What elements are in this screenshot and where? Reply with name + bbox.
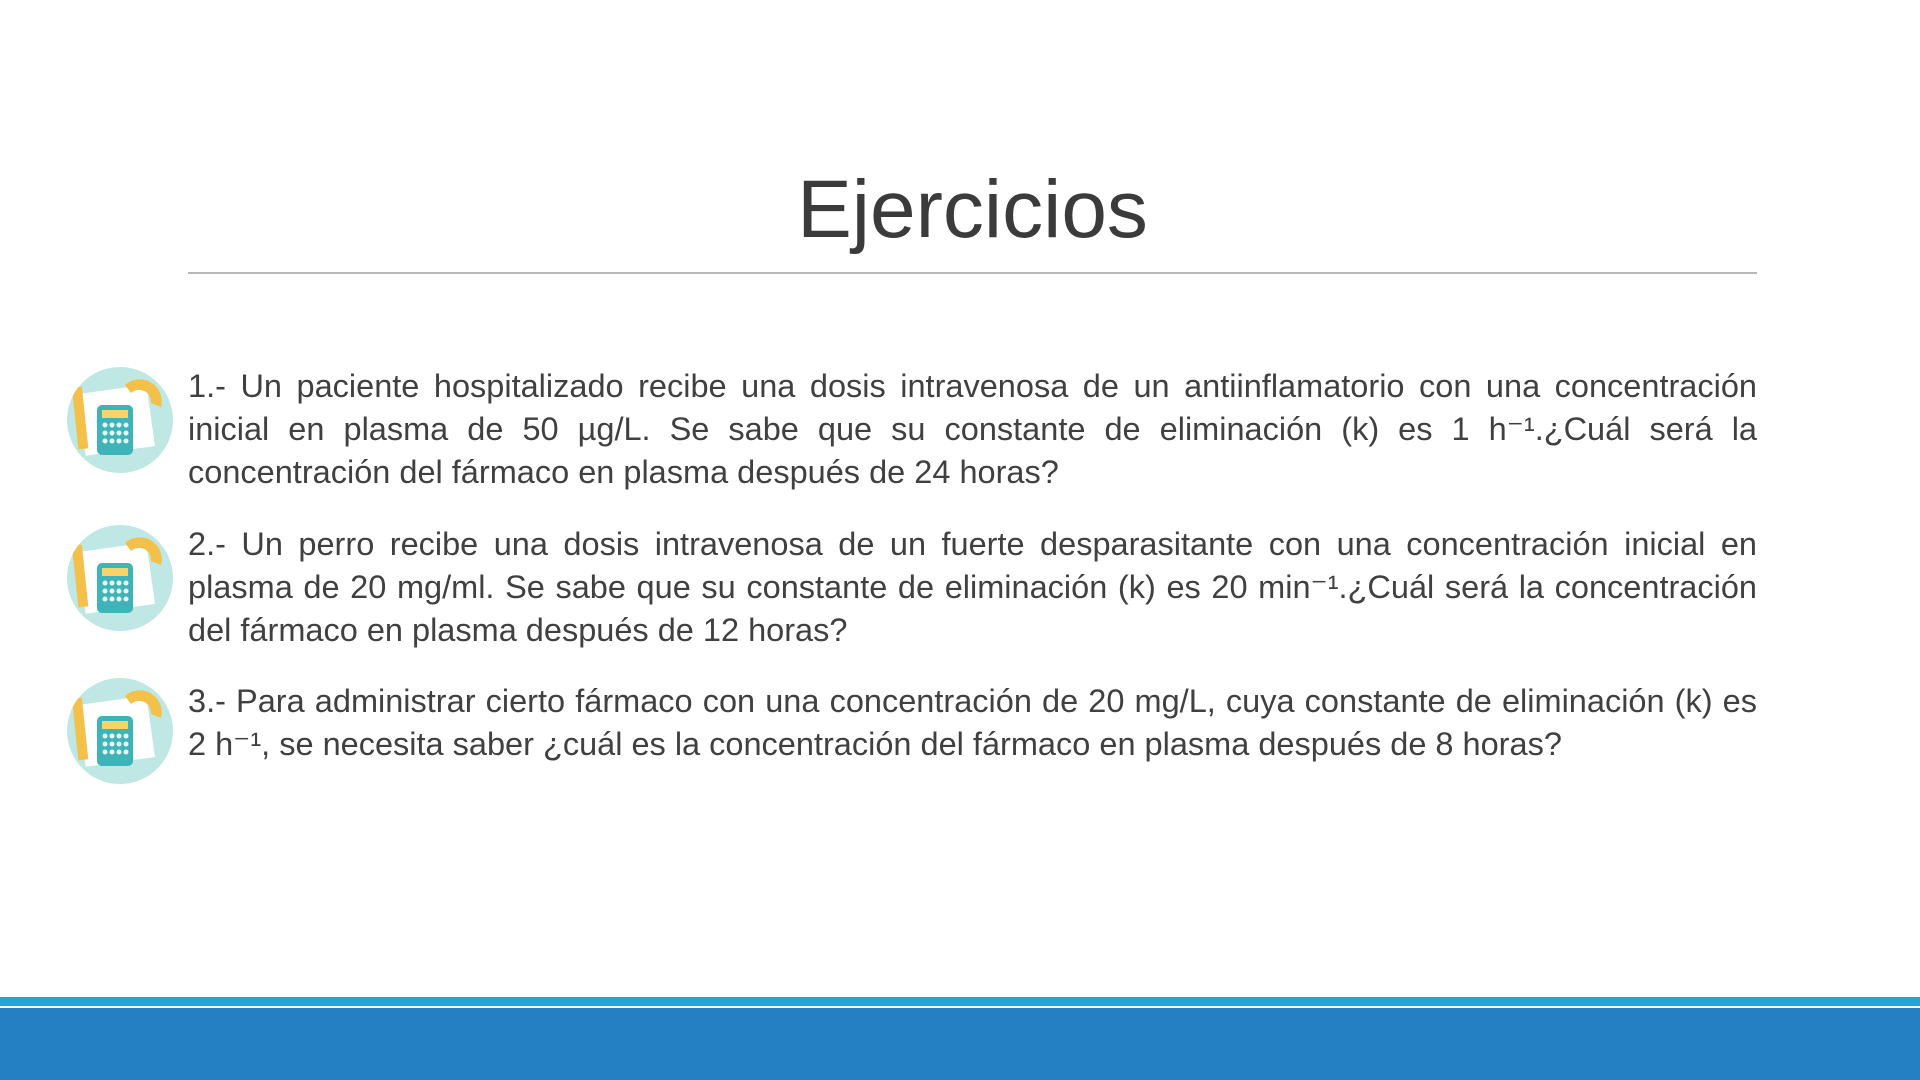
footer-accent-band [0, 997, 1920, 1006]
exercise-text: 1.- Un paciente hospitalizado recibe una dosis intravenosa de un antiinflamatorio con una concentración inicial en plasma de 50 µg/L. Se sabe que su constante de eliminación (k) es 1 h⁻¹.¿Cuál será la concentración del fármaco en plasma después de 24 horas? [188, 368, 1757, 490]
calculator-icon [67, 367, 173, 473]
exercise-text: 3.- Para administrar cierto fármaco con una concentración de 20 mg/L, cuya constante de eliminación (k) es 2 h⁻¹, se necesita saber ¿cuál es la concentración del fármaco en plasma después de 8 horas? [188, 683, 1757, 762]
title-divider [188, 272, 1757, 274]
slide-title: Ejercicios [797, 164, 1148, 255]
calculator-icon [67, 525, 173, 631]
exercise-text: 2.- Un perro recibe una dosis intravenosa de un fuerte desparasitante con una concentración inicial en plasma de 20 mg/ml. Se sabe que su constante de eliminación (k) es 20 min⁻¹.¿Cuál será la concentración del fármaco en plasma después de 12 horas? [188, 526, 1757, 648]
calculator-icon [67, 678, 173, 784]
footer-band [0, 1008, 1920, 1080]
